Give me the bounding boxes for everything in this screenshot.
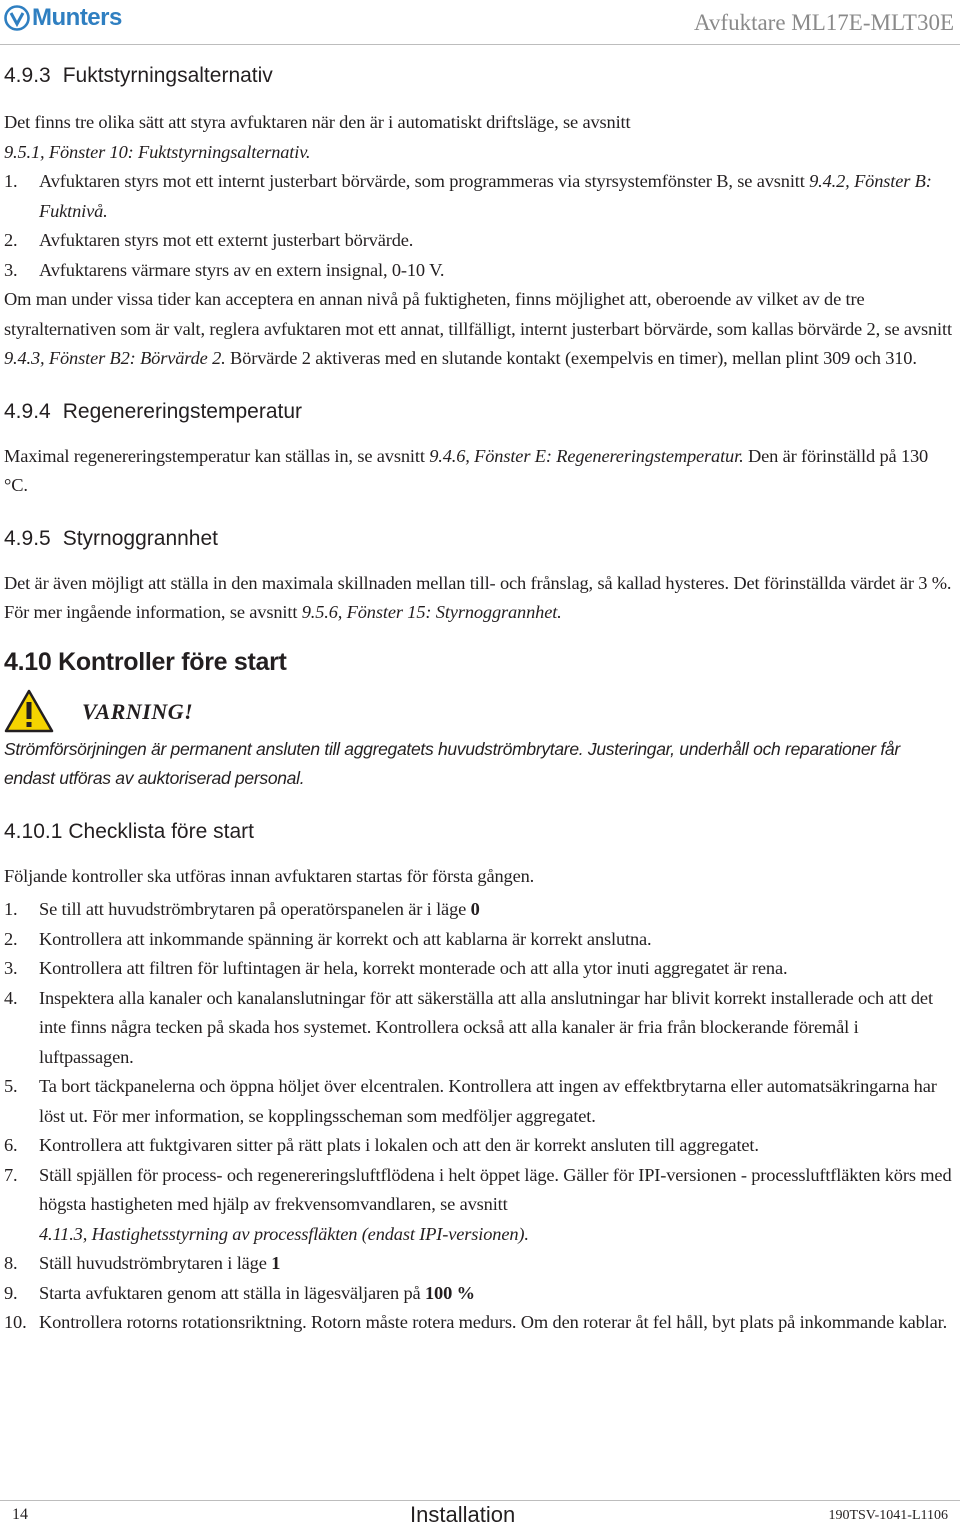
warning-text: Strömförsörjningen är permanent ansluten till aggregatets huvudströmbrytare. Justeringar, underhåll och reparationer får endast utföras av auktoriserad personal.: [4, 738, 900, 788]
warning-title: VARNING!: [82, 698, 194, 724]
document-code: 190TSV-1041-L1106: [828, 1508, 948, 1523]
checklist-item: [4, 925, 954, 955]
intro-reference: 9.5.1, Fönster 10: Fuktstyrningsalternativ.: [4, 141, 311, 162]
warning-block: [4, 689, 954, 735]
list-text: Se till att huvudströmbrytaren på operatörspanelen är i läge: [39, 899, 471, 919]
checklist-item: [4, 1249, 954, 1279]
list-number: 7.: [4, 1164, 18, 1185]
intro-paragraph: [4, 108, 954, 167]
section-number: 4.10.1: [4, 819, 63, 843]
munters-logo-icon: [4, 5, 30, 31]
list-reference: 4.11.3, Hastighetsstyrning av processfläkten (endast IPI-versionen).: [39, 1223, 529, 1244]
section-heading-4-10: 4.10 Kontroller före start: [4, 647, 287, 676]
checklist-item: [4, 1279, 954, 1309]
paragraph-text: Börvärde 2 aktiveras med en slutande kontakt (exempelvis en timer), mellan plint 309 och 310.: [225, 348, 917, 368]
page-content: [4, 64, 954, 1338]
list-number: 1.: [4, 171, 18, 191]
section-number: 4.9.4: [4, 399, 51, 423]
section-title: Regenereringstemperatur: [62, 399, 303, 423]
section-heading-4-9-3: [4, 64, 954, 88]
checklist-intro: Följande kontroller ska utföras innan avfuktaren startas för första gången.: [4, 865, 535, 886]
list-number: 9.: [4, 1282, 18, 1303]
paragraph-text: Det är även möjligt att ställa in den maximala skillnaden mellan till- och frånslag, så kallad hysteres. Det förinställda värdet är 3 %. För mer ingående information, se avsnitt: [4, 572, 952, 622]
list-text: Ställ spjällen för process- och regenereringsluftflödena i helt öppet läge. Gäller för IPI-versionen - processluftfläkten körs med högsta hastigheten med hjälp av frekvensomvandlaren, se avsnitt: [39, 1164, 952, 1214]
checklist-item: [4, 895, 954, 925]
section-number: 4.9.5: [4, 526, 51, 550]
list-text: Ställ huvudströmbrytaren i läge: [39, 1253, 272, 1273]
paragraph-reference: 9.4.3, Fönster B2: Börvärde 2.: [4, 348, 226, 368]
section-number: 4.9.3: [4, 64, 51, 87]
list-item: [4, 256, 954, 286]
list-text: Kontrollera att filtren för luftintagen är hela, korrekt monterade och att alla ytor inuti aggregatet är rena.: [39, 958, 788, 978]
footer-section-name: Installation: [410, 1502, 516, 1527]
list-text: Kontrollera rotorns rotationsriktning. Rotorn måste rotera medurs. Om den roterar åt fel håll, byt plats på inkommande kablar.: [39, 1312, 948, 1332]
section-title: Styrnoggrannhet: [62, 526, 218, 550]
list-text: Inspektera alla kanaler och kanalanslutningar för att säkerställa att alla anslutningar har blivit korrekt installerade och att det inte finns några tecken på skada hos systemet. Kontrollera också att alla kanaler är fria från blockerande föremål i luftpassagen.: [39, 987, 933, 1067]
list-text: Kontrollera att fuktgivaren sitter på rätt plats i lokalen och att den är korrekt ansluten till aggregatet.: [39, 1135, 759, 1155]
list-number: 6.: [4, 1135, 18, 1155]
section-title: Checklista före start: [68, 819, 254, 843]
list-text: Avfuktaren styrs mot ett externt justerbart börvärde.: [39, 230, 414, 250]
checklist-item: [4, 954, 954, 984]
logo-text: Munters: [32, 4, 122, 31]
checklist-item: [4, 1131, 954, 1161]
list-number: 1.: [4, 899, 18, 919]
munters-logo: [4, 4, 122, 32]
body-paragraph: [4, 569, 954, 628]
list-number: 8.: [4, 1253, 18, 1273]
paragraph-text: Maximal regenereringstemperatur kan ställas in, se avsnitt: [4, 445, 430, 466]
section-title: Fuktstyrningsalternativ: [62, 64, 273, 87]
list-text: Avfuktarens värmare styrs av en extern insignal, 0-10 V.: [39, 259, 445, 280]
list-item: [4, 226, 954, 256]
list-number: 2.: [4, 928, 18, 949]
checklist: [4, 895, 954, 1338]
list-emphasis: 1: [271, 1253, 281, 1273]
page-footer: [0, 1494, 960, 1528]
paragraph-text: Om man under vissa tider kan acceptera en annan nivå på fuktigheten, finns möjlighet att, oberoende av vilket av de tre styralternativen som är valt, reglera avfuktaren mot ett annat, tillfälligt, internt justerbart börvärde, som kallas börvärde 2, se avsnitt: [4, 289, 952, 339]
list-item: [4, 167, 954, 226]
checklist-item: [4, 1308, 954, 1338]
paragraph-reference: 9.4.6, Fönster E: Regenereringstemperatur.: [429, 445, 744, 466]
list-text: Starta avfuktaren genom att ställa in lägesväljaren på: [39, 1282, 425, 1303]
header-divider: [0, 44, 960, 45]
list-text: Kontrollera att inkommande spänning är korrekt och att kablarna är korrekt anslutna.: [39, 928, 652, 949]
paragraph-reference: 9.5.6, Fönster 15: Styrnoggrannhet.: [301, 602, 562, 622]
document-title: Avfuktare ML17E-MLT30E: [694, 10, 954, 35]
list-reference: 9.4.2, Fönster B: Fuktnivå.: [39, 171, 932, 221]
section-heading-4-9-5: [4, 527, 954, 551]
paragraph-text: Den är förinställd på 130 °C.: [4, 445, 929, 495]
list-number: 10.: [4, 1312, 27, 1332]
body-paragraph: [4, 285, 954, 374]
page-number: 14: [12, 1506, 28, 1523]
intro-text: Det finns tre olika sätt att styra avfuktaren när den är i automatiskt driftsläge, se avsnitt: [4, 112, 631, 132]
warning-triangle-icon: [4, 689, 54, 733]
list-number: 2.: [4, 230, 18, 250]
page-header: [0, 0, 960, 48]
section-heading-4-10-1: [4, 820, 954, 844]
section-heading-4-9-4: [4, 400, 954, 424]
list-number: 3.: [4, 259, 18, 280]
list-text: Ta bort täckpanelerna och öppna höljet över elcentralen. Kontrollera att ingen av effektbrytarna eller automatsäkringarna har löst ut. För mer information, se kopplingsscheman som medföljer aggregatet.: [39, 1076, 937, 1126]
body-paragraph: [4, 442, 954, 501]
list-number: 4.: [4, 987, 18, 1008]
checklist-item: [4, 1161, 954, 1250]
list-emphasis: 0: [470, 899, 480, 919]
list-emphasis: 100 %: [424, 1282, 475, 1303]
checklist-item: [4, 984, 954, 1073]
list-text: Avfuktaren styrs mot ett internt justerbart börvärde, som programmeras via styrsystemfönster B, se avsnitt: [39, 171, 810, 191]
checklist-item: [4, 1072, 954, 1131]
list-number: 5.: [4, 1076, 18, 1096]
footer-divider: [0, 1500, 960, 1501]
list-number: 3.: [4, 958, 18, 978]
